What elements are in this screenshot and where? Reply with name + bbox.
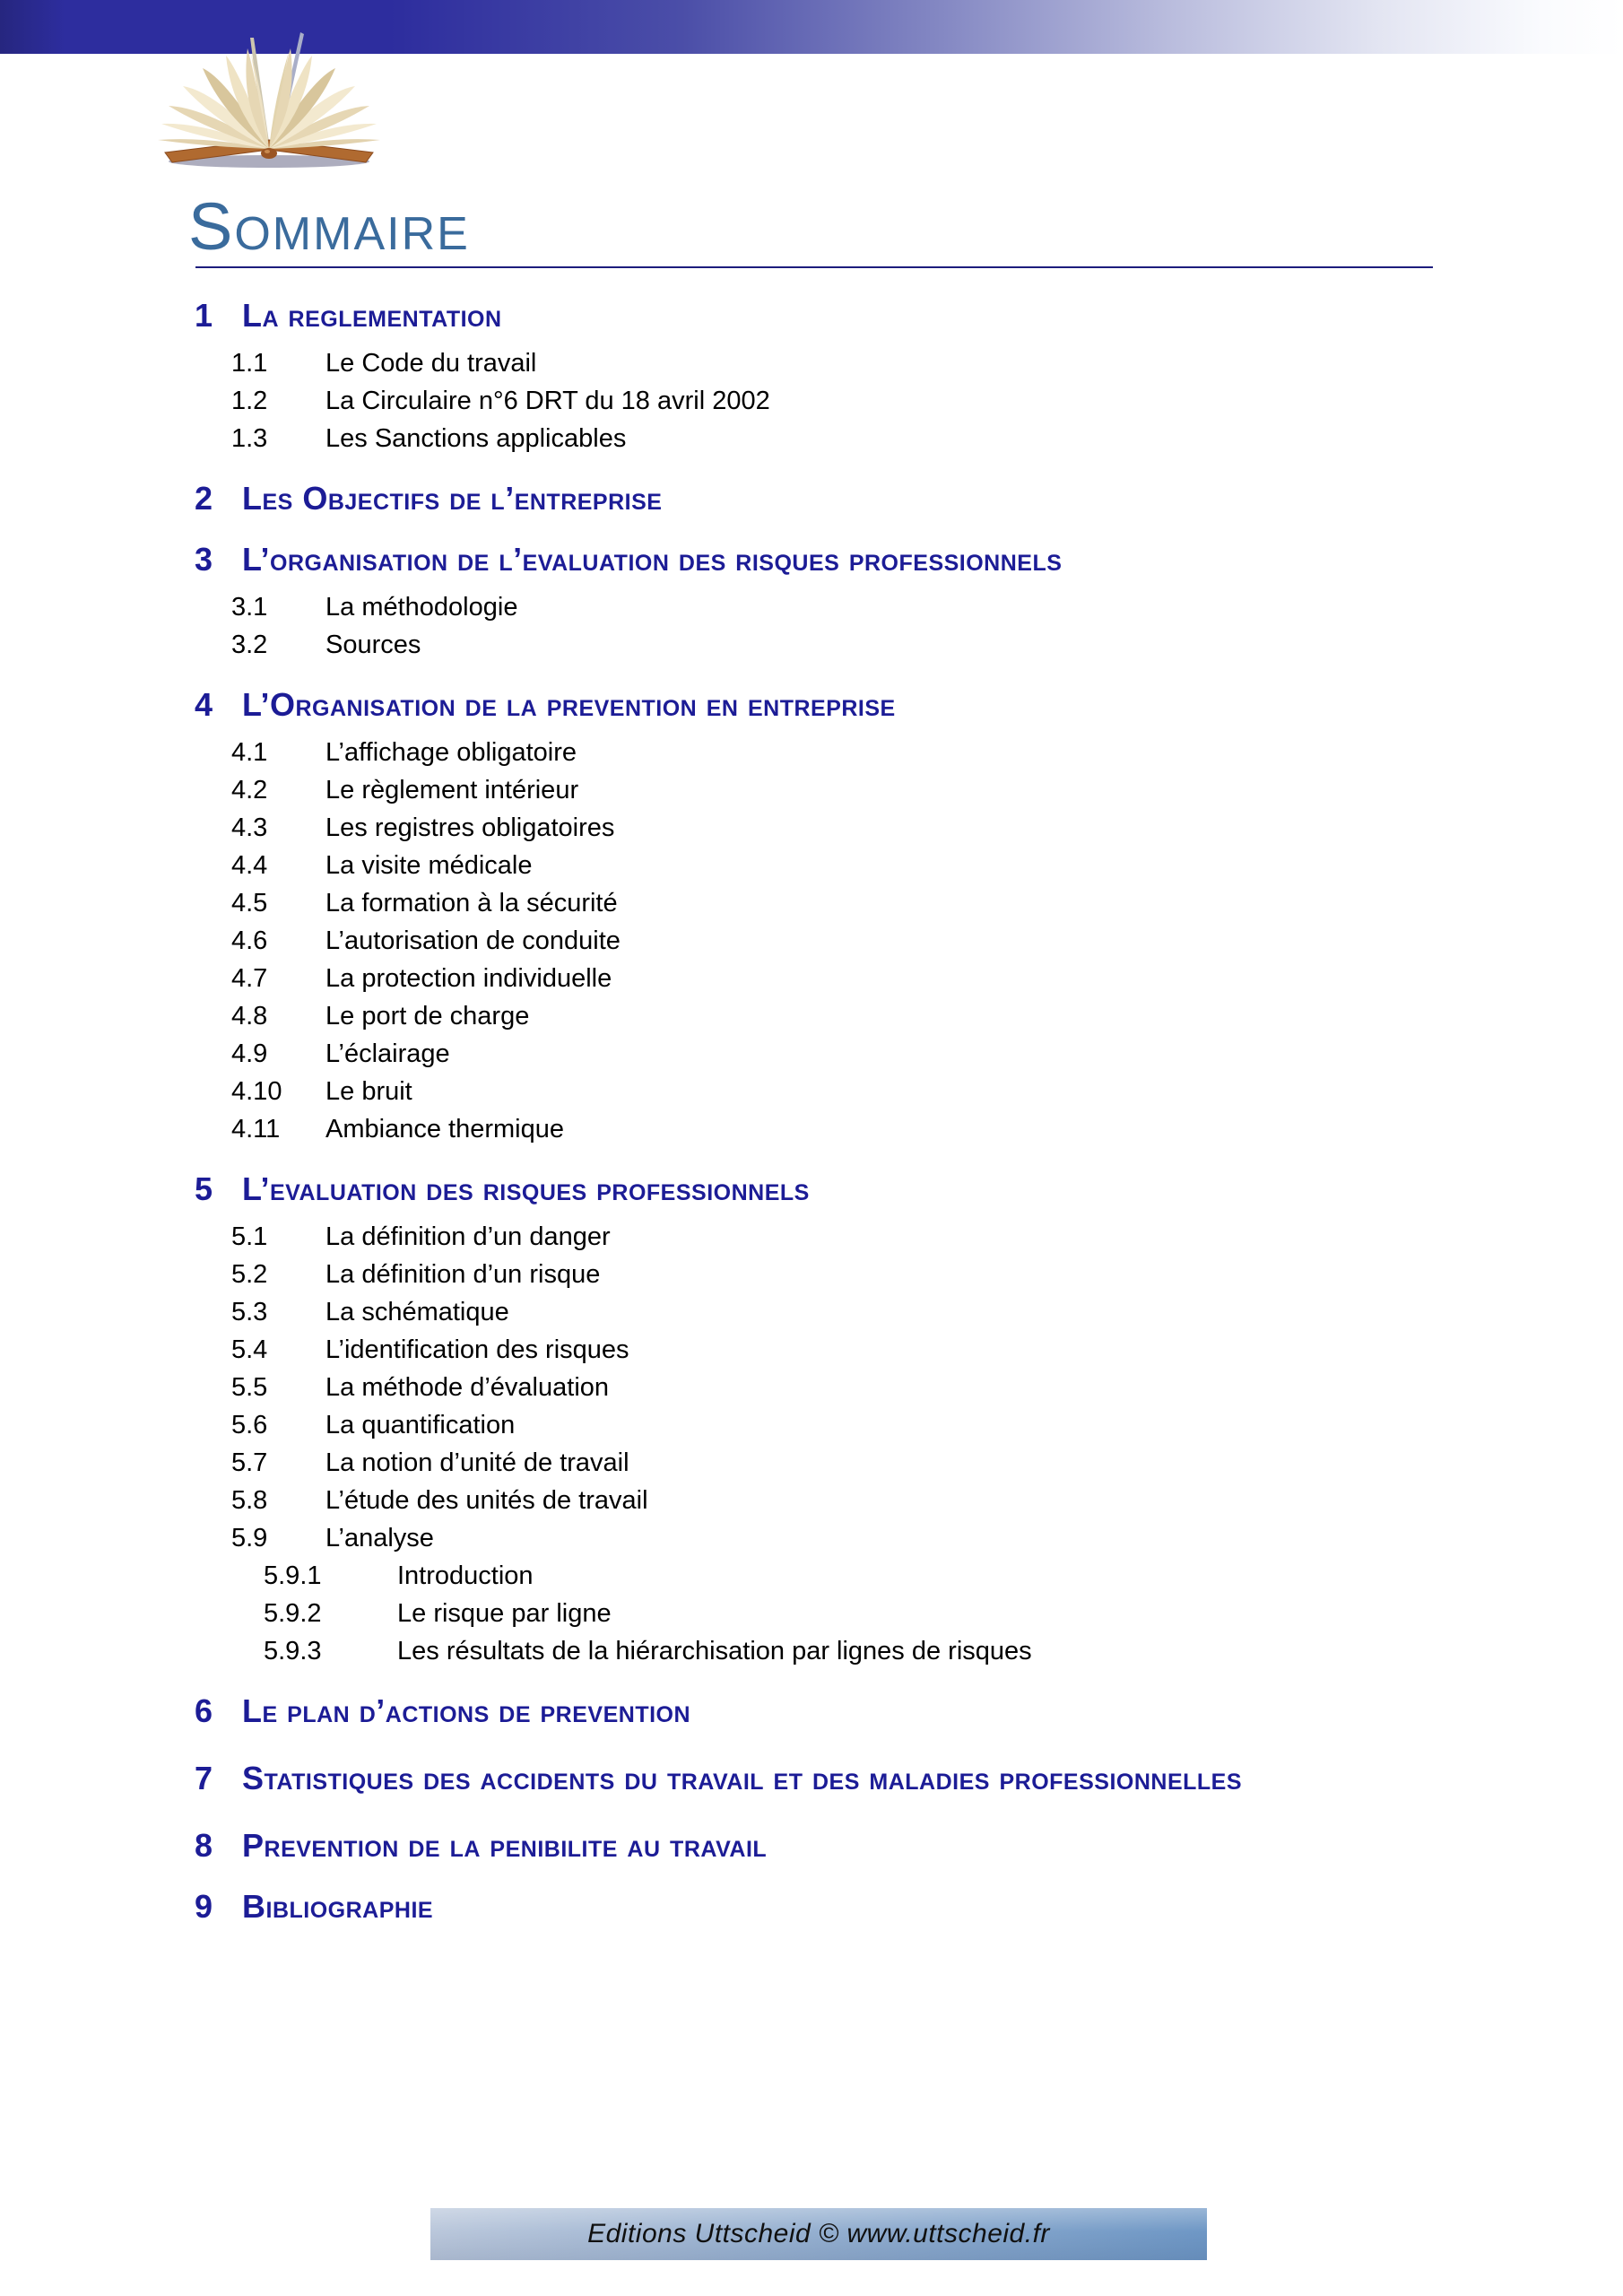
toc-section-1 (0, 296, 1623, 335)
title-rule (195, 266, 1433, 268)
toc-entry-label: La protection individuelle (325, 964, 612, 993)
toc-entry-number: 5.9.2 (264, 1599, 322, 1628)
toc-entry-number: 4.7 (231, 964, 268, 993)
toc-entry (0, 1482, 1623, 1519)
toc-subentry (0, 1632, 1623, 1670)
toc-section-number: 3 (195, 541, 213, 578)
toc-section-6 (0, 1692, 1623, 1731)
toc-entry-number: 1.3 (231, 424, 268, 453)
toc-entry-number: 4.3 (231, 813, 268, 842)
toc-entry-number: 5.8 (231, 1486, 268, 1515)
toc-entry-number: 4.1 (231, 738, 268, 767)
toc-entry-number: 5.4 (231, 1335, 268, 1364)
toc-entry-label: Le Code du travail (325, 349, 537, 378)
toc-section-number: 2 (195, 480, 213, 517)
toc-entry-label: L’affichage obligatoire (325, 738, 577, 767)
toc-subgroup-3 (0, 588, 1623, 664)
toc-entry-number: 5.1 (231, 1222, 268, 1251)
toc-entry-number: 5.5 (231, 1373, 268, 1402)
toc-entry-label: La schématique (325, 1298, 509, 1326)
toc-section-title: Les Objectifs de l’entreprise (242, 480, 663, 517)
toc-entry (0, 734, 1623, 771)
toc-section-title: La reglementation (242, 297, 502, 334)
toc-entry (0, 771, 1623, 809)
toc-section-number: 8 (195, 1827, 213, 1864)
toc-entry (0, 1035, 1623, 1073)
toc-entry-label: L’étude des unités de travail (325, 1486, 648, 1515)
toc-entry-label: La notion d’unité de travail (325, 1448, 629, 1477)
open-book-icon (143, 27, 395, 170)
footer-text: Editions Uttscheid © www.uttscheid.fr (587, 2219, 1050, 2248)
toc-entry-label: La visite médicale (325, 851, 533, 880)
toc-entry (0, 884, 1623, 922)
toc-section-number: 6 (195, 1692, 213, 1729)
toc-entry (0, 1218, 1623, 1256)
toc-section-number: 9 (195, 1888, 213, 1925)
page-title: Sommaire (188, 189, 470, 264)
toc-section-8 (0, 1826, 1623, 1866)
toc-entry (0, 1110, 1623, 1148)
toc-section-title: L’Organisation de la prevention en entreprise (242, 686, 896, 723)
toc-entry-label: Les Sanctions applicables (325, 424, 627, 453)
toc-entry (0, 1293, 1623, 1331)
toc-entry (0, 1444, 1623, 1482)
toc-entry-number: 5.9.3 (264, 1637, 322, 1665)
toc-entry-label: L’identification des risques (325, 1335, 629, 1364)
toc-entry-label: Le risque par ligne (397, 1599, 612, 1628)
toc-entry-number: 4.5 (231, 889, 268, 918)
toc-entry-label: Introduction (397, 1561, 534, 1590)
toc-section-title: Statistiques des accidents du travail et des maladies professionnelles (242, 1760, 1243, 1796)
toc-entry (0, 1369, 1623, 1406)
toc-entry (0, 588, 1623, 626)
toc-section-title: Bibliographie (242, 1888, 434, 1925)
toc-entry-label: Le port de charge (325, 1002, 530, 1031)
toc-section-number: 4 (195, 686, 213, 723)
footer-banner (430, 2208, 1207, 2260)
toc-entry-label: L’autorisation de conduite (325, 926, 621, 955)
toc-entry (0, 997, 1623, 1035)
toc-entry (0, 382, 1623, 420)
toc-entry-label: Le bruit (325, 1077, 412, 1106)
toc-entry-number: 5.7 (231, 1448, 268, 1477)
toc-entry-label: La définition d’un danger (325, 1222, 611, 1251)
toc-entry (0, 1073, 1623, 1110)
toc-entry-label: La définition d’un risque (325, 1260, 601, 1289)
toc-entry (0, 420, 1623, 457)
toc-entry-label: La méthodologie (325, 593, 518, 622)
toc-entry (0, 960, 1623, 997)
toc-entry-label: L’éclairage (325, 1039, 450, 1068)
toc-section-3 (0, 540, 1623, 579)
toc-section-9 (0, 1887, 1623, 1926)
toc-entry-number: 4.8 (231, 1002, 268, 1031)
toc-section-4 (0, 685, 1623, 725)
toc-section-title: L’organisation de l’evaluation des risques professionnels (242, 541, 1063, 578)
toc-section-2 (0, 479, 1623, 518)
toc-entry (0, 1406, 1623, 1444)
toc-entry (0, 1331, 1623, 1369)
toc-section-title: L’evaluation des risques professionnels (242, 1170, 810, 1207)
toc-entry-number: 5.3 (231, 1298, 268, 1326)
toc-section-number: 5 (195, 1170, 213, 1207)
toc-subentry (0, 1595, 1623, 1632)
toc-entry-label: Le règlement intérieur (325, 776, 579, 804)
toc-entry-label: La quantification (325, 1411, 516, 1439)
toc-subgroup-4 (0, 734, 1623, 1148)
toc-entry-label: La méthode d’évaluation (325, 1373, 610, 1402)
toc-entry (0, 1256, 1623, 1293)
toc-entry-number: 3.1 (231, 593, 268, 622)
toc-entry-number: 4.11 (231, 1115, 281, 1144)
toc-section-title: Le plan d’actions de prevention (242, 1692, 691, 1729)
toc-entry (0, 922, 1623, 960)
toc-section-5 (0, 1170, 1623, 1209)
toc-section-7 (0, 1752, 1623, 1805)
toc-entry-number: 4.10 (231, 1077, 282, 1106)
toc-entry-number: 4.4 (231, 851, 268, 880)
table-of-contents (0, 289, 1623, 1926)
toc-entry-number: 3.2 (231, 631, 268, 659)
toc-section-title: Prevention de la penibilite au travail (242, 1827, 768, 1864)
toc-entry-number: 1.1 (231, 349, 268, 378)
toc-entry-number: 5.2 (231, 1260, 268, 1289)
toc-entry-label: L’analyse (325, 1524, 434, 1552)
toc-entry-number: 4.6 (231, 926, 268, 955)
toc-entry (0, 1519, 1623, 1557)
toc-subgroup-5 (0, 1218, 1623, 1670)
toc-subgroup-1 (0, 344, 1623, 457)
toc-entry-number: 4.2 (231, 776, 268, 804)
toc-entry-label: Ambiance thermique (325, 1115, 564, 1144)
toc-entry-label: La formation à la sécurité (325, 889, 618, 918)
toc-entry (0, 626, 1623, 664)
toc-subentry (0, 1557, 1623, 1595)
toc-entry-label: La Circulaire n°6 DRT du 18 avril 2002 (325, 387, 770, 415)
toc-section-number: 7 (195, 1760, 213, 1796)
toc-entry-number: 4.9 (231, 1039, 268, 1068)
toc-entry (0, 847, 1623, 884)
toc-entry-label: Les registres obligatoires (325, 813, 615, 842)
toc-entry-number: 1.2 (231, 387, 268, 415)
toc-section-number: 1 (195, 297, 213, 334)
toc-entry (0, 344, 1623, 382)
toc-entry-label: Les résultats de la hiérarchisation par lignes de risques (397, 1637, 1032, 1665)
toc-entry-number: 5.6 (231, 1411, 268, 1439)
toc-entry-number: 5.9 (231, 1524, 268, 1552)
toc-entry-number: 5.9.1 (264, 1561, 322, 1590)
toc-entry-label: Sources (325, 631, 421, 659)
toc-entry (0, 809, 1623, 847)
